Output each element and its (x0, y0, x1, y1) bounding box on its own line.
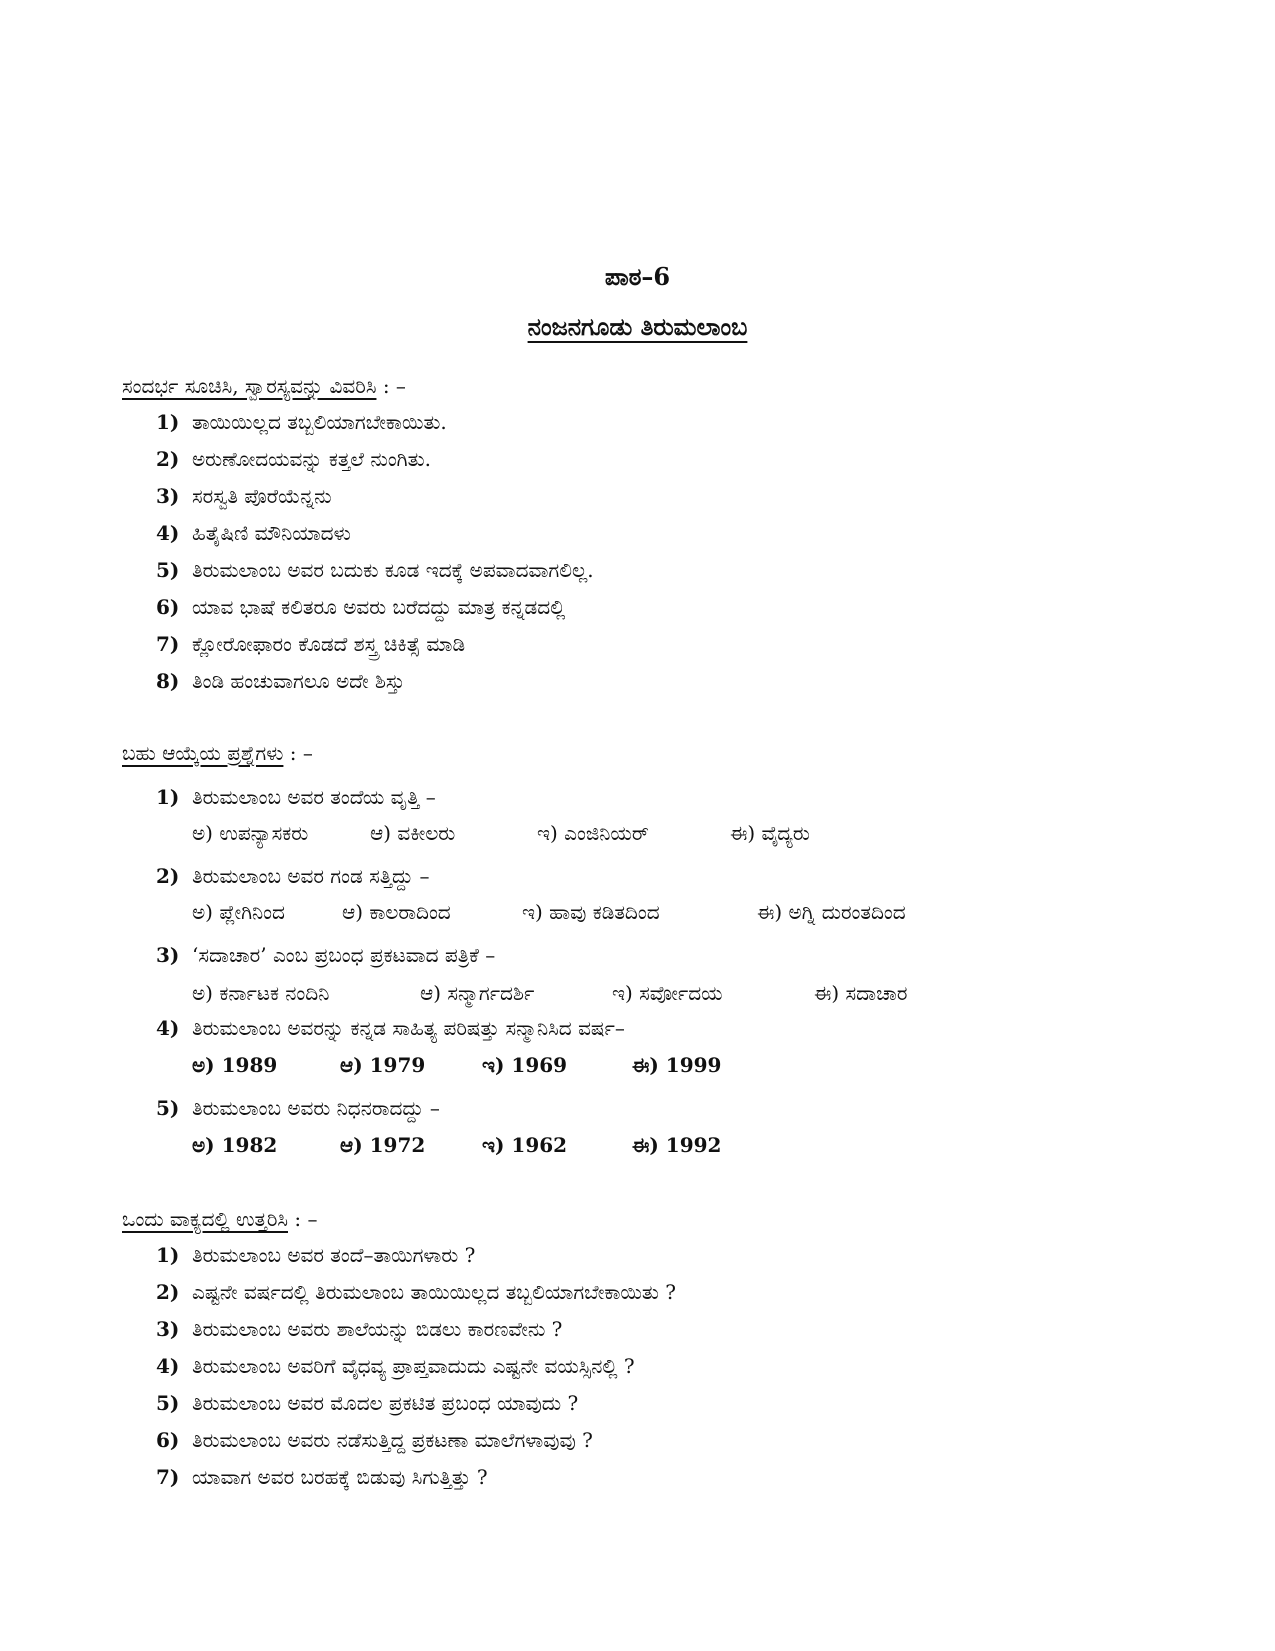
item-text: ತಿರುಮಲಾಂಬ ಅವರು ನಡೆಸುತ್ತಿದ್ದ ಪ್ರಕಟಣಾ ಮಾಲೆಗಳಾವುವು ? (192, 1428, 593, 1452)
question-text: ತಿರುಮಲಾಂಬ ಅವರು ನಿಧನರಾದದ್ದು – (192, 1096, 440, 1120)
option-a: ಅ) ಪ್ಲೇಗಿನಿಂದ (192, 900, 285, 924)
option-d: ಈ) ಅಗ್ನಿ ದುರಂತದಿಂದ (757, 900, 906, 924)
list-item (156, 1428, 593, 1452)
option-c: ಇ) 1962 (482, 1133, 568, 1157)
list-item (156, 669, 405, 693)
lesson-number: ಪಾಠ–6 (604, 262, 671, 291)
section-heading-suffix: : – (294, 1207, 318, 1231)
list-item (156, 558, 594, 582)
lesson-title (0, 312, 1275, 341)
item-number: 1) (156, 1243, 180, 1267)
item-number: 5) (156, 558, 180, 582)
mcq-question (156, 864, 429, 888)
question-number: 5) (156, 1096, 180, 1120)
question-number: 3) (156, 943, 180, 967)
question-text: ತಿರುಮಲಾಂಬ ಅವರ ತಂದೆಯ ವೃತ್ತಿ – (192, 785, 436, 809)
list-item (156, 1465, 488, 1489)
option-a: ಅ) 1982 (192, 1133, 278, 1157)
question-number: 4) (156, 1016, 180, 1040)
question-text: ತಿರುಮಲಾಂಬ ಅವರ ಗಂಡ ಸತ್ತಿದ್ದು – (192, 864, 430, 888)
section-context-heading (122, 374, 406, 398)
mcq-question (156, 1096, 440, 1120)
mcq-question (156, 943, 495, 967)
item-text: ತಿರುಮಲಾಂಬ ಅವರಿಗೆ ವೈಧವ್ಯ ಪ್ರಾಪ್ತವಾದುದು ಎಷ್ಟನೇ ವಯಸ್ಸಿನಲ್ಲಿ ? (192, 1354, 635, 1378)
option-b: ಆ) 1979 (340, 1053, 426, 1077)
option-d: ಈ) 1999 (632, 1053, 722, 1077)
section-heading-text: ಒಂದು ವಾಕ್ಯದಲ್ಲಿ ಉತ್ತರಿಸಿ (122, 1207, 288, 1231)
list-item (156, 632, 465, 656)
list-item (156, 1243, 475, 1267)
item-text: ಯಾವಾಗ ಅವರ ಬರಹಕ್ಕೆ ಬಿಡುವು ಸಿಗುತ್ತಿತ್ತು ? (192, 1465, 488, 1489)
item-number: 8) (156, 669, 180, 693)
item-number: 4) (156, 521, 180, 545)
item-text: ತಿರುಮಲಾಂಬ ಅವರ ಮೊದಲ ಪ್ರಕಟಿತ ಪ್ರಬಂಧ ಯಾವುದು ? (192, 1391, 579, 1415)
section-mcq-heading (122, 741, 313, 765)
section-heading-suffix: : – (289, 741, 313, 765)
section-heading-text: ಸಂದರ್ಭ ಸೂಚಿಸಿ, ಸ್ವಾರಸ್ಯವನ್ನು ವಿವರಿಸಿ (122, 374, 377, 398)
option-a: ಅ) ಉಪನ್ಯಾಸಕರು (192, 821, 309, 845)
item-number: 2) (156, 1280, 180, 1304)
list-item (156, 410, 447, 434)
item-number: 7) (156, 1465, 180, 1489)
section-heading-suffix: : – (382, 374, 406, 398)
mcq-question (156, 785, 436, 809)
item-number: 7) (156, 632, 180, 656)
item-text: ತಿರುಮಲಾಂಬ ಅವರ ತಂದೆ–ತಾಯಿಗಳಾರು ? (192, 1243, 476, 1267)
option-b: ಆ) 1972 (340, 1133, 426, 1157)
option-c: ಇ) ಹಾವು ಕಡಿತದಿಂದ (522, 900, 660, 924)
item-number: 3) (156, 484, 180, 508)
option-d: ಈ) ಸದಾಚಾರ (814, 981, 908, 1005)
option-b: ಆ) ಸನ್ಮಾರ್ಗದರ್ಶಿ (420, 981, 535, 1005)
list-item (156, 1354, 635, 1378)
item-number: 5) (156, 1391, 180, 1415)
item-number: 6) (156, 1428, 180, 1452)
item-text: ಯಾವ ಭಾಷೆ ಕಲಿತರೂ ಅವರು ಬರೆದದ್ದು ಮಾತ್ರ ಕನ್ನಡದಲ್ಲಿ (192, 595, 566, 619)
list-item (156, 1391, 578, 1415)
list-item (156, 1317, 562, 1341)
list-item (156, 1280, 676, 1304)
list-item (156, 521, 351, 545)
lesson-title-text: ನಂಜನಗೂಡು ತಿರುಮಲಾಂಬ (527, 312, 748, 341)
option-c: ಇ) 1969 (482, 1053, 568, 1077)
list-item (156, 447, 431, 471)
section-one-sentence-heading (122, 1207, 317, 1231)
list-item (156, 484, 332, 508)
question-text: ತಿರುಮಲಾಂಬ ಅವರನ್ನು ಕನ್ನಡ ಸಾಹಿತ್ಯ ಪರಿಷತ್ತು ಸನ್ಮಾನಿಸಿದ ವರ್ಷ– (192, 1016, 625, 1040)
item-text: ಹಿತೈಷಿಣಿ ಮೌನಿಯಾದಳು (192, 521, 351, 545)
question-text: ‘ಸದಾಚಾರ’ ಎಂಬ ಪ್ರಬಂಧ ಪ್ರಕಟವಾದ ಪತ್ರಿಕೆ – (192, 943, 496, 967)
option-a: ಅ) 1989 (192, 1053, 278, 1077)
item-number: 6) (156, 595, 180, 619)
item-text: ತಾಯಿಯಿಲ್ಲದ ತಬ್ಬಲಿಯಾಗಬೇಕಾಯಿತು. (192, 410, 447, 434)
section-heading-text: ಬಹು ಆಯ್ಕೆಯ ಪ್ರಶ್ನೆಗಳು (122, 741, 284, 765)
option-d: ಈ) 1992 (632, 1133, 722, 1157)
option-d: ಈ) ವೈದ್ಯರು (730, 821, 810, 845)
option-b: ಆ) ವಕೀಲರು (370, 821, 456, 845)
question-number: 2) (156, 864, 180, 888)
question-number: 1) (156, 785, 180, 809)
item-text: ಅರುಣೋದಯವನ್ನು ಕತ್ತಲೆ ನುಂಗಿತು. (192, 447, 431, 471)
option-b: ಆ) ಕಾಲರಾದಿಂದ (342, 900, 451, 924)
item-number: 1) (156, 410, 180, 434)
list-item (156, 595, 565, 619)
item-number: 2) (156, 447, 180, 471)
option-c: ಇ) ಎಂಜಿನಿಯರ್ (537, 821, 649, 845)
option-a: ಅ) ಕರ್ನಾಟಕ ನಂದಿನಿ (192, 981, 330, 1005)
item-text: ಎಷ್ಟನೇ ವರ್ಷದಲ್ಲಿ ತಿರುಮಲಾಂಬ ತಾಯಿಯಿಲ್ಲದ ತಬ್ಬಲಿಯಾಗಬೇಕಾಯಿತು ? (192, 1280, 676, 1304)
item-number: 3) (156, 1317, 180, 1341)
item-text: ತಿಂಡಿ ಹಂಚುವಾಗಲೂ ಅದೇ ಶಿಸ್ತು (192, 669, 405, 693)
item-text: ತಿರುಮಲಾಂಬ ಅವರ ಬದುಕು ಕೂಡ ಇದಕ್ಕೆ ಅಪವಾದವಾಗಲಿಲ್ಲ. (192, 558, 594, 582)
item-text: ಕ್ಲೋರೋಫಾರಂ ಕೊಡದೆ ಶಸ್ತ್ರ ಚಿಕಿತ್ಸೆ ಮಾಡಿ (192, 632, 466, 656)
item-text: ಸರಸ್ವತಿ ಪೊರೆಯೆನ್ನನು (192, 484, 332, 508)
mcq-question (156, 1016, 625, 1040)
item-number: 4) (156, 1354, 180, 1378)
item-text: ತಿರುಮಲಾಂಬ ಅವರು ಶಾಲೆಯನ್ನು ಬಿಡಲು ಕಾರಣವೇನು ? (192, 1317, 563, 1341)
option-c: ಇ) ಸರ್ವೋದಯ (612, 981, 723, 1005)
